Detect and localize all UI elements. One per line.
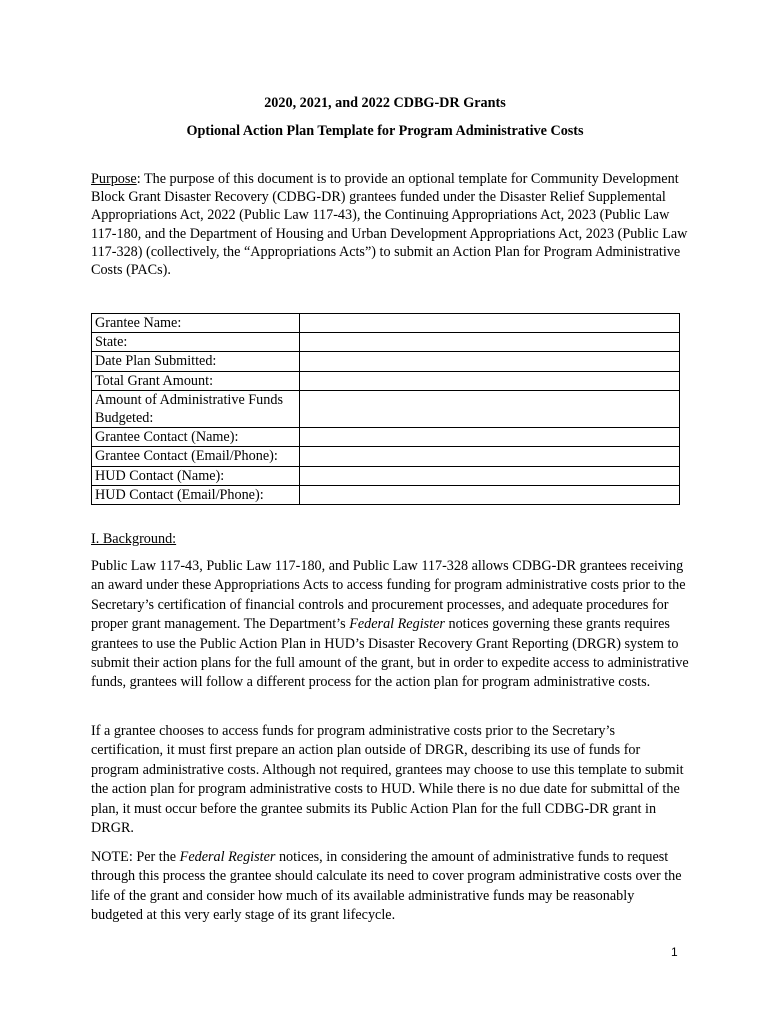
p3-italic: Federal Register: [179, 849, 276, 865]
row-label: Date Plan Submitted:: [92, 352, 300, 371]
purpose-label: Purpose: [91, 171, 137, 187]
row-value[interactable]: [300, 314, 680, 333]
purpose-paragraph: [91, 170, 691, 279]
row-value[interactable]: [300, 466, 680, 485]
row-label: Grantee Contact (Email/Phone):: [92, 447, 300, 466]
p1-text-b: notices governing these grants requires grantees to use the Public Action Plan in HUD’s Disaster Recovery Grant Reporting (DRGR) system to submit their action plans for the full amount of the grant, but in order to expedite access to administrative funds, grantees will follow a different process for the action plan for program administrative costs.: [91, 616, 689, 691]
row-label: HUD Contact (Email/Phone):: [92, 485, 300, 504]
row-label: Total Grant Amount:: [92, 371, 300, 390]
table-row: [92, 466, 680, 485]
document-subtitle: Optional Action Plan Template for Program Administrative Costs: [186, 123, 584, 139]
background-heading: I. Background:: [91, 531, 177, 547]
background-paragraph-2: If a grantee chooses to access funds for program administrative costs prior to the Secretary’s certification, it must first prepare an action plan outside of DRGR, describing its use of funds for program administrative costs. Although not required, grantees may choose to use this template to submit the action plan for program administrative costs to HUD. While there is no due date for submittal of the plan, it must occur before the grantee submits its Public Action Plan for the full CDBG-DR grant in DRGR.: [91, 723, 684, 837]
table-row: [92, 314, 680, 333]
row-value[interactable]: [300, 447, 680, 466]
row-value[interactable]: [300, 428, 680, 447]
row-value[interactable]: [300, 352, 680, 371]
p3-text-b: notices, in considering the amount of administrative funds to request through this process the grantee should calculate its need to cover program administrative costs over the life of the grant and consider how much of its available administrative funds may be reasonably budgeted at this very early stage of its grant lifecycle.: [91, 849, 682, 924]
table-row: [92, 352, 680, 371]
p1-italic: Federal Register: [349, 616, 445, 633]
row-label: State:: [92, 333, 300, 352]
background-note-paragraph: [91, 848, 689, 926]
row-value[interactable]: [300, 390, 680, 427]
grantee-info-table: [91, 313, 680, 505]
table-row: [92, 371, 680, 390]
table-row: [92, 428, 680, 447]
table-row: [92, 333, 680, 352]
row-label: Grantee Contact (Name):: [92, 428, 300, 447]
row-label: Grantee Name:: [92, 314, 300, 333]
p1-text-a: Public Law 117-43, Public Law 117-180, and Public Law 117-328 allows CDBG-DR grantees receiving an award under these Appropriations Acts to access funding for program administrative costs prior to the Secretary’s certification of financial controls and procurement processes, and adequate procedures for proper grant management. The Department’s: [91, 558, 686, 633]
background-paragraph-1: [91, 557, 689, 693]
page-number: 1: [671, 945, 678, 959]
row-label: Amount of Administrative Funds Budgeted:: [92, 390, 300, 427]
row-label: HUD Contact (Name):: [92, 466, 300, 485]
table-row: [92, 485, 680, 504]
p3-text-a: NOTE: Per the: [91, 849, 180, 865]
row-value[interactable]: [300, 333, 680, 352]
row-value[interactable]: [300, 485, 680, 504]
row-value[interactable]: [300, 371, 680, 390]
document-title: 2020, 2021, and 2022 CDBG-DR Grants: [264, 95, 506, 111]
table-row: [92, 447, 680, 466]
table-row: [92, 390, 680, 427]
purpose-text: : The purpose of this document is to provide an optional template for Community Development Block Grant Disaster Recovery (CDBG-DR) grantees funded under the Disaster Relief Supplemental Appropriations Act, 2022 (Public Law 117-43), the Continuing Appropriations Act, 2023 (Public Law 117-180, and the Department of Housing and Urban Development Appropriations Act, 2023 (Public Law 117-328) (collectively, the “Appropriations Acts”) to submit an Action Plan for Program Administrative Costs (PACs).: [91, 171, 688, 279]
